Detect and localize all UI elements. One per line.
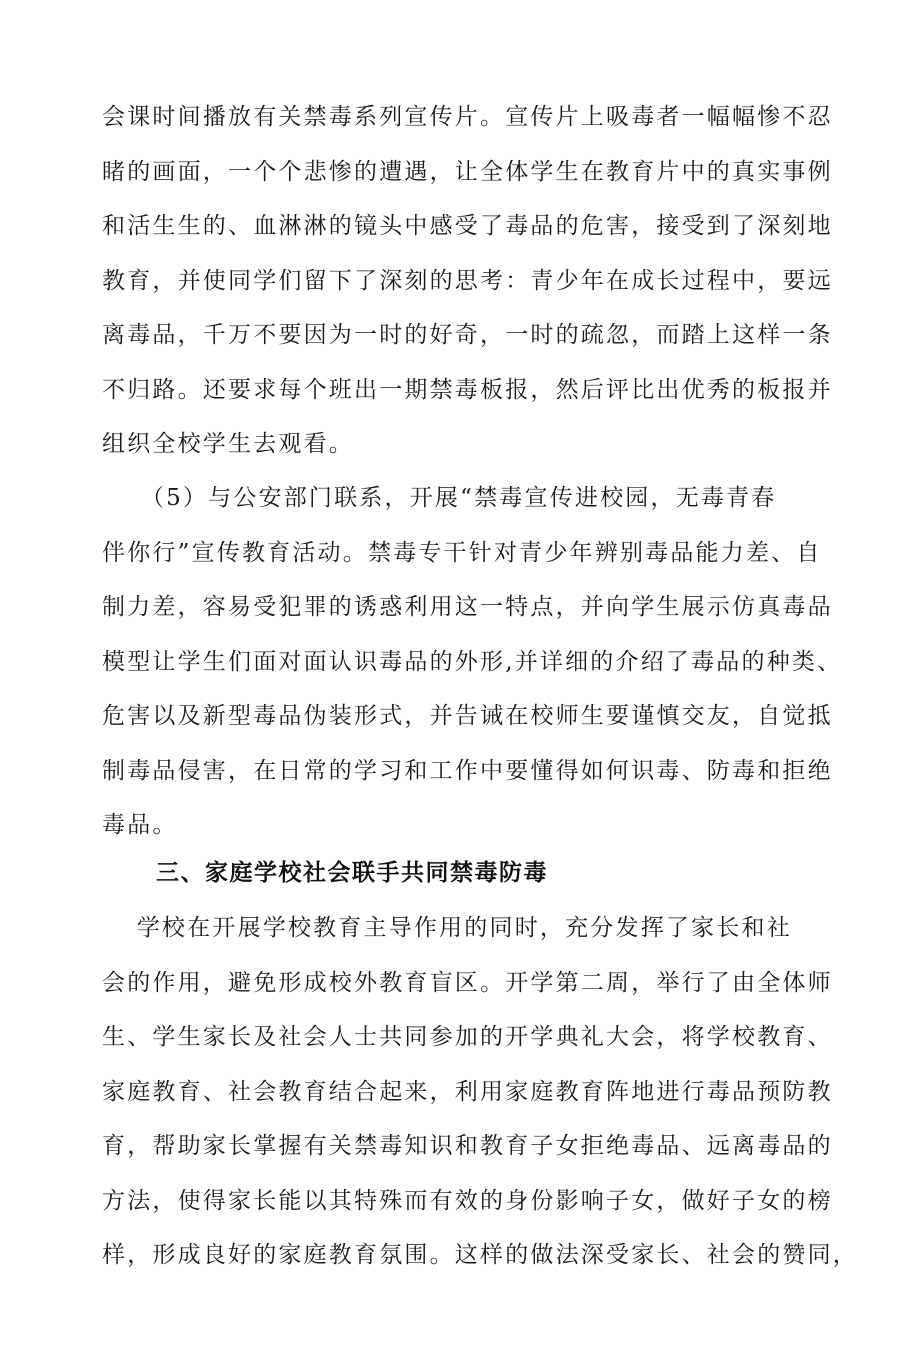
text-line: 方法，使得家长能以其特殊而有效的身份影响子女，做好子女的榜	[102, 1187, 833, 1214]
paragraph-2	[102, 471, 843, 853]
text-line: 模型让学生们面对面认识毒品的外形,并详细的介绍了毒品的种类、	[102, 648, 843, 675]
text-line: 制力差，容易受犯罪的诱惑利用这一特点，并向学生展示仿真毒品	[102, 594, 833, 620]
text-line: 离毒品，千万不要因为一时的好奇，一时的疏忽，而踏上这样一条	[102, 322, 833, 348]
paragraph-1	[102, 90, 833, 472]
text-line: 教育，并使同学们留下了深刻的思考：青少年在成长过程中，要远	[102, 267, 833, 294]
section-heading: 三、家庭学校社会联手共同禁毒防毒	[156, 860, 548, 886]
text-line: （5）与公安部门联系，开展“禁毒宣传进校园，无毒青春	[102, 485, 777, 511]
text-line: 家庭教育、社会教育结合起来，利用家庭教育阵地进行毒品预防教	[102, 1078, 833, 1105]
paragraph-3	[102, 901, 858, 1283]
text-line: 和活生生的、血淋淋的镜头中感受了毒品的危害，接受到了深刻地	[102, 213, 833, 239]
text-line: 毒品。	[102, 812, 178, 838]
text-line: 制毒品侵害，在日常的学习和工作中要懂得如何识毒、防毒和拒绝	[102, 757, 833, 784]
text-line: 样，形成良好的家庭教育氛围。这样的做法深受家长、社会的赞同，	[102, 1242, 858, 1268]
text-line: 会课时间播放有关禁毒系列宣传片。宣传片上吸毒者一幅幅惨不忍	[102, 104, 833, 130]
text-line: 伴你行”宣传教育活动。禁毒专干针对青少年辨别毒品能力差、自	[102, 539, 822, 566]
text-line: 组织全校学生去观看。	[102, 431, 354, 457]
text-line: 会的作用，避免形成校外教育盲区。开学第二周，举行了由全体师	[102, 969, 833, 996]
text-line: 危害以及新型毒品伪装形式，并告诫在校师生要谨慎交友，自觉抵	[102, 703, 833, 729]
text-line: 不归路。还要求每个班出一期禁毒板报，然后评比出优秀的板报并	[102, 376, 833, 403]
text-line: 生、学生家长及社会人士共同参加的开学典礼大会，将学校教育、	[102, 1024, 833, 1050]
text-line: 学校在开展学校教育主导作用的同时，充分发挥了家长和社	[102, 915, 792, 941]
text-line: 睹的画面，一个个悲惨的遭遇，让全体学生在教育片中的真实事例	[102, 158, 833, 185]
text-line: 育，帮助家长掌握有关禁毒知识和教育子女拒绝毒品、远离毒品的	[102, 1133, 833, 1159]
